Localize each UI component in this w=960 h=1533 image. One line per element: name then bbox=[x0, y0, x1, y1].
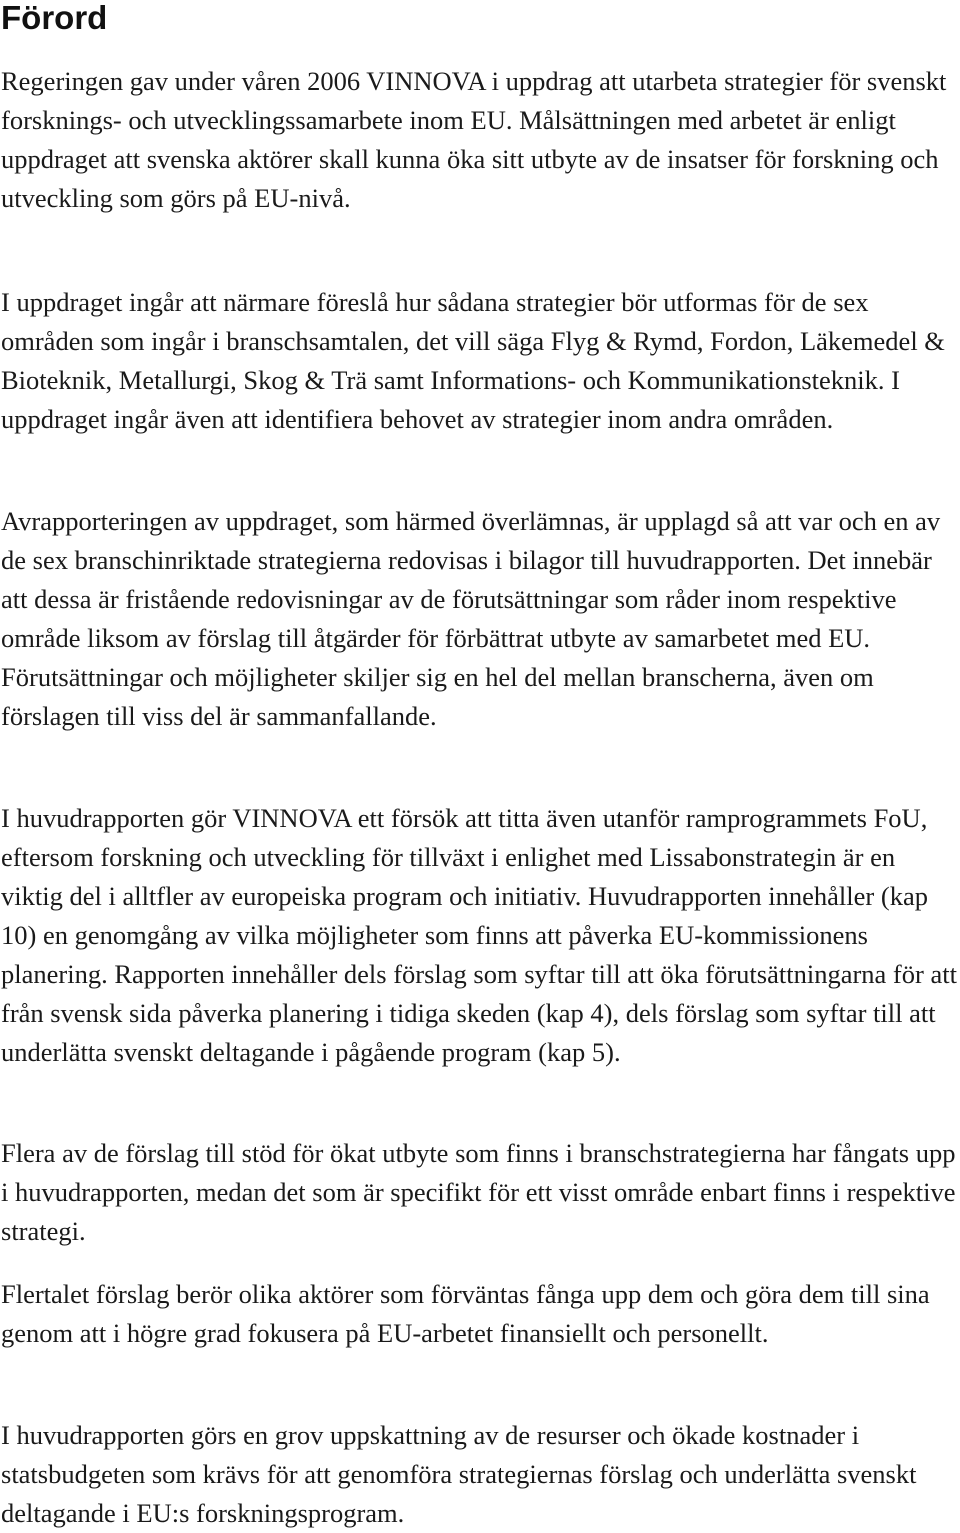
paragraph-3: Avrapporteringen av uppdraget, som härmed överlämnas, är upplagd så att var och en av de sex branschinriktade strategierna redovisas i bilagor till huvudrapporten. Det innebär att dessa är fristående redovisningar av de förutsättningar som råder inom respektive område liksom av förslag till åtgärder för förbättrat utbyte av samarbetet med EU. Förutsättningar och möjligheter skiljer sig en hel del mellan branscherna, även om förslagen till viss del är sammanfallande. bbox=[1, 506, 941, 731]
page-title: Förord bbox=[1, 0, 108, 36]
paragraph-2: I uppdraget ingår att närmare föreslå hur sådana strategier bör utformas för de sex områden som ingår i branschsamtalen, det vill säga Flyg & Rymd, Fordon, Läkemedel & Bioteknik, Metallurgi, Skog & Trä samt Informations- och Kommunikationsteknik. I uppdraget ingår även att identifiera behovet av strategier inom andra områden. bbox=[1, 287, 945, 434]
paragraph-7: I huvudrapporten görs en grov uppskattning av de resurser och ökade kostnader i statsbudgeten som krävs för att genomföra strategiernas förslag och underlätta svenskt deltagande i EU:s forskningsprogram. bbox=[1, 1420, 917, 1528]
paragraph-5: Flera av de förslag till stöd för ökat utbyte som finns i branschstrategierna har fångats upp i huvudrapporten, medan det som är specifikt för ett visst område enbart finns i respektive strategi. bbox=[1, 1138, 956, 1246]
paragraph-6: Flertalet förslag berör olika aktörer som förväntas fånga upp dem och göra dem till sina genom att i högre grad fokusera på EU-arbetet finansiellt och personellt. bbox=[1, 1279, 930, 1348]
paragraph-1: Regeringen gav under våren 2006 VINNOVA i uppdrag att utarbeta strategier för svenskt forsknings- och utvecklingssamarbete inom EU. Målsättningen med arbetet är enligt uppdraget att svenska aktörer skall kunna öka sitt utbyte av de insatser för forskning och utveckling som görs på EU-nivå. bbox=[1, 66, 947, 213]
paragraph-4: I huvudrapporten gör VINNOVA ett försök att titta även utanför ramprogrammets FoU, eftersom forskning och utveckling för tillväxt i enlighet med Lissabonstrategin är en viktig del i alltfler av europeiska program och initiativ. Huvudrapporten innehåller (kap 10) en genomgång av vilka möjligheter som finns att påverka EU-kommissionens planering. Rapporten innehåller dels förslag som syftar till att öka förutsättningarna för att från svensk sida påverka planering i tidiga skeden (kap 4), dels förslag som syftar till att underlätta svenskt deltagande i pågående program (kap 5). bbox=[1, 803, 957, 1067]
